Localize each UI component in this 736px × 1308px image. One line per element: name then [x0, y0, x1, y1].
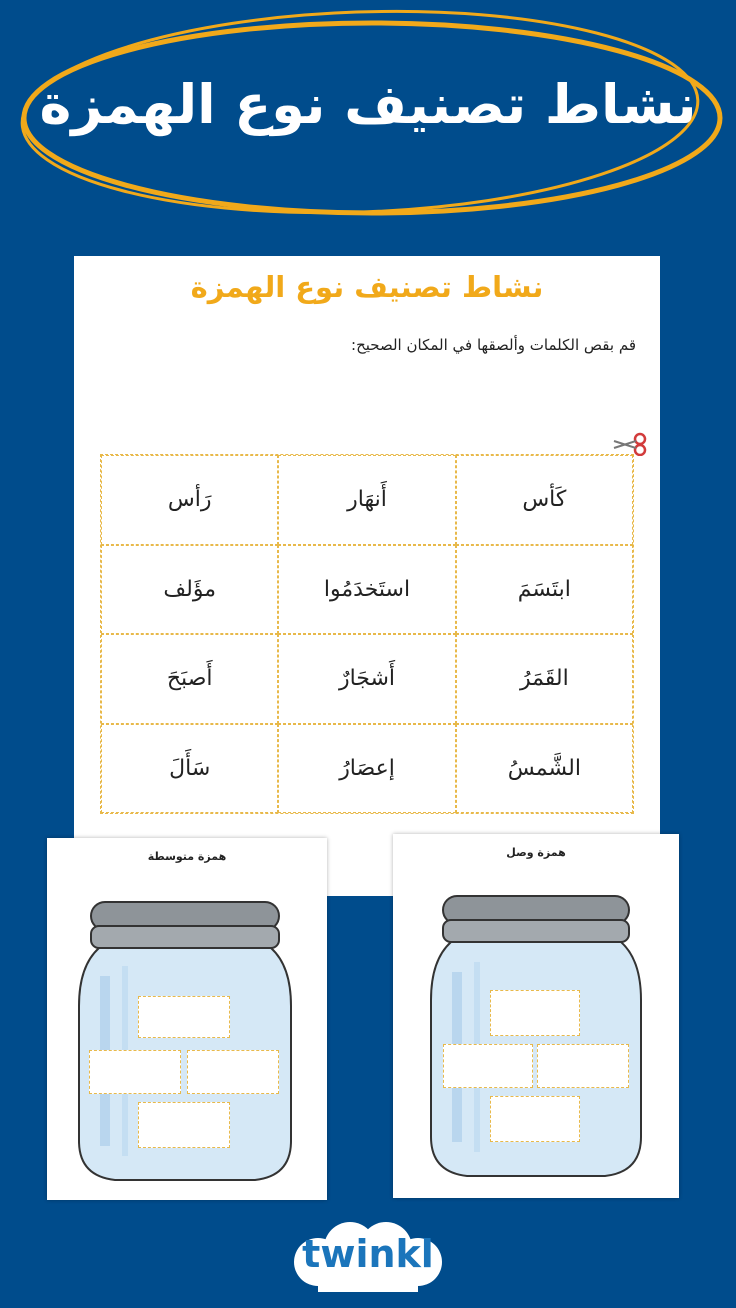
word-card[interactable]: أَنهَار — [278, 455, 455, 545]
twinkl-logo — [288, 1218, 448, 1298]
scissors-icon — [612, 432, 648, 456]
paste-slot[interactable] — [138, 996, 230, 1038]
word-card[interactable]: كَأس — [456, 455, 633, 545]
paste-slot[interactable] — [443, 1044, 533, 1088]
worksheet — [74, 256, 660, 896]
jar-label: همزة وصل — [506, 846, 566, 859]
paste-slot[interactable] — [490, 1096, 580, 1142]
paste-slot[interactable] — [490, 990, 580, 1036]
paste-slot[interactable] — [89, 1050, 181, 1094]
jar-card-connecting-hamza — [393, 834, 679, 1198]
word-cut-grid — [100, 454, 634, 814]
paste-slot[interactable] — [187, 1050, 279, 1094]
logo-text: twinkl — [302, 1232, 434, 1276]
word-card[interactable]: أَشجَارٌ — [278, 634, 455, 724]
word-card[interactable]: القَمَرُ — [456, 634, 633, 724]
jar-label: همزة متوسطة — [147, 850, 227, 863]
jar-card-medial-hamza — [47, 838, 327, 1200]
word-card[interactable]: ابتَسَمَ — [456, 545, 633, 635]
banner-title: نشاط تصنيف نوع الهمزة — [39, 73, 697, 136]
word-card[interactable]: رَأس — [101, 455, 278, 545]
paste-slot[interactable] — [138, 1102, 230, 1148]
word-card[interactable]: سَأَلَ — [101, 724, 278, 814]
header-banner — [0, 0, 736, 240]
word-card[interactable]: أَصبَحَ — [101, 634, 278, 724]
worksheet-title: نشاط تصنيف نوع الهمزة — [190, 270, 544, 304]
worksheet-instruction: قم بقص الكلمات وألصقها في المكان الصحيح: — [351, 336, 636, 354]
paste-slot[interactable] — [537, 1044, 629, 1088]
word-card[interactable]: مؤَلف — [101, 545, 278, 635]
word-card[interactable]: الشَّمسُ — [456, 724, 633, 814]
word-card[interactable]: استَخدَمُوا — [278, 545, 455, 635]
word-card[interactable]: إعصَارُ — [278, 724, 455, 814]
